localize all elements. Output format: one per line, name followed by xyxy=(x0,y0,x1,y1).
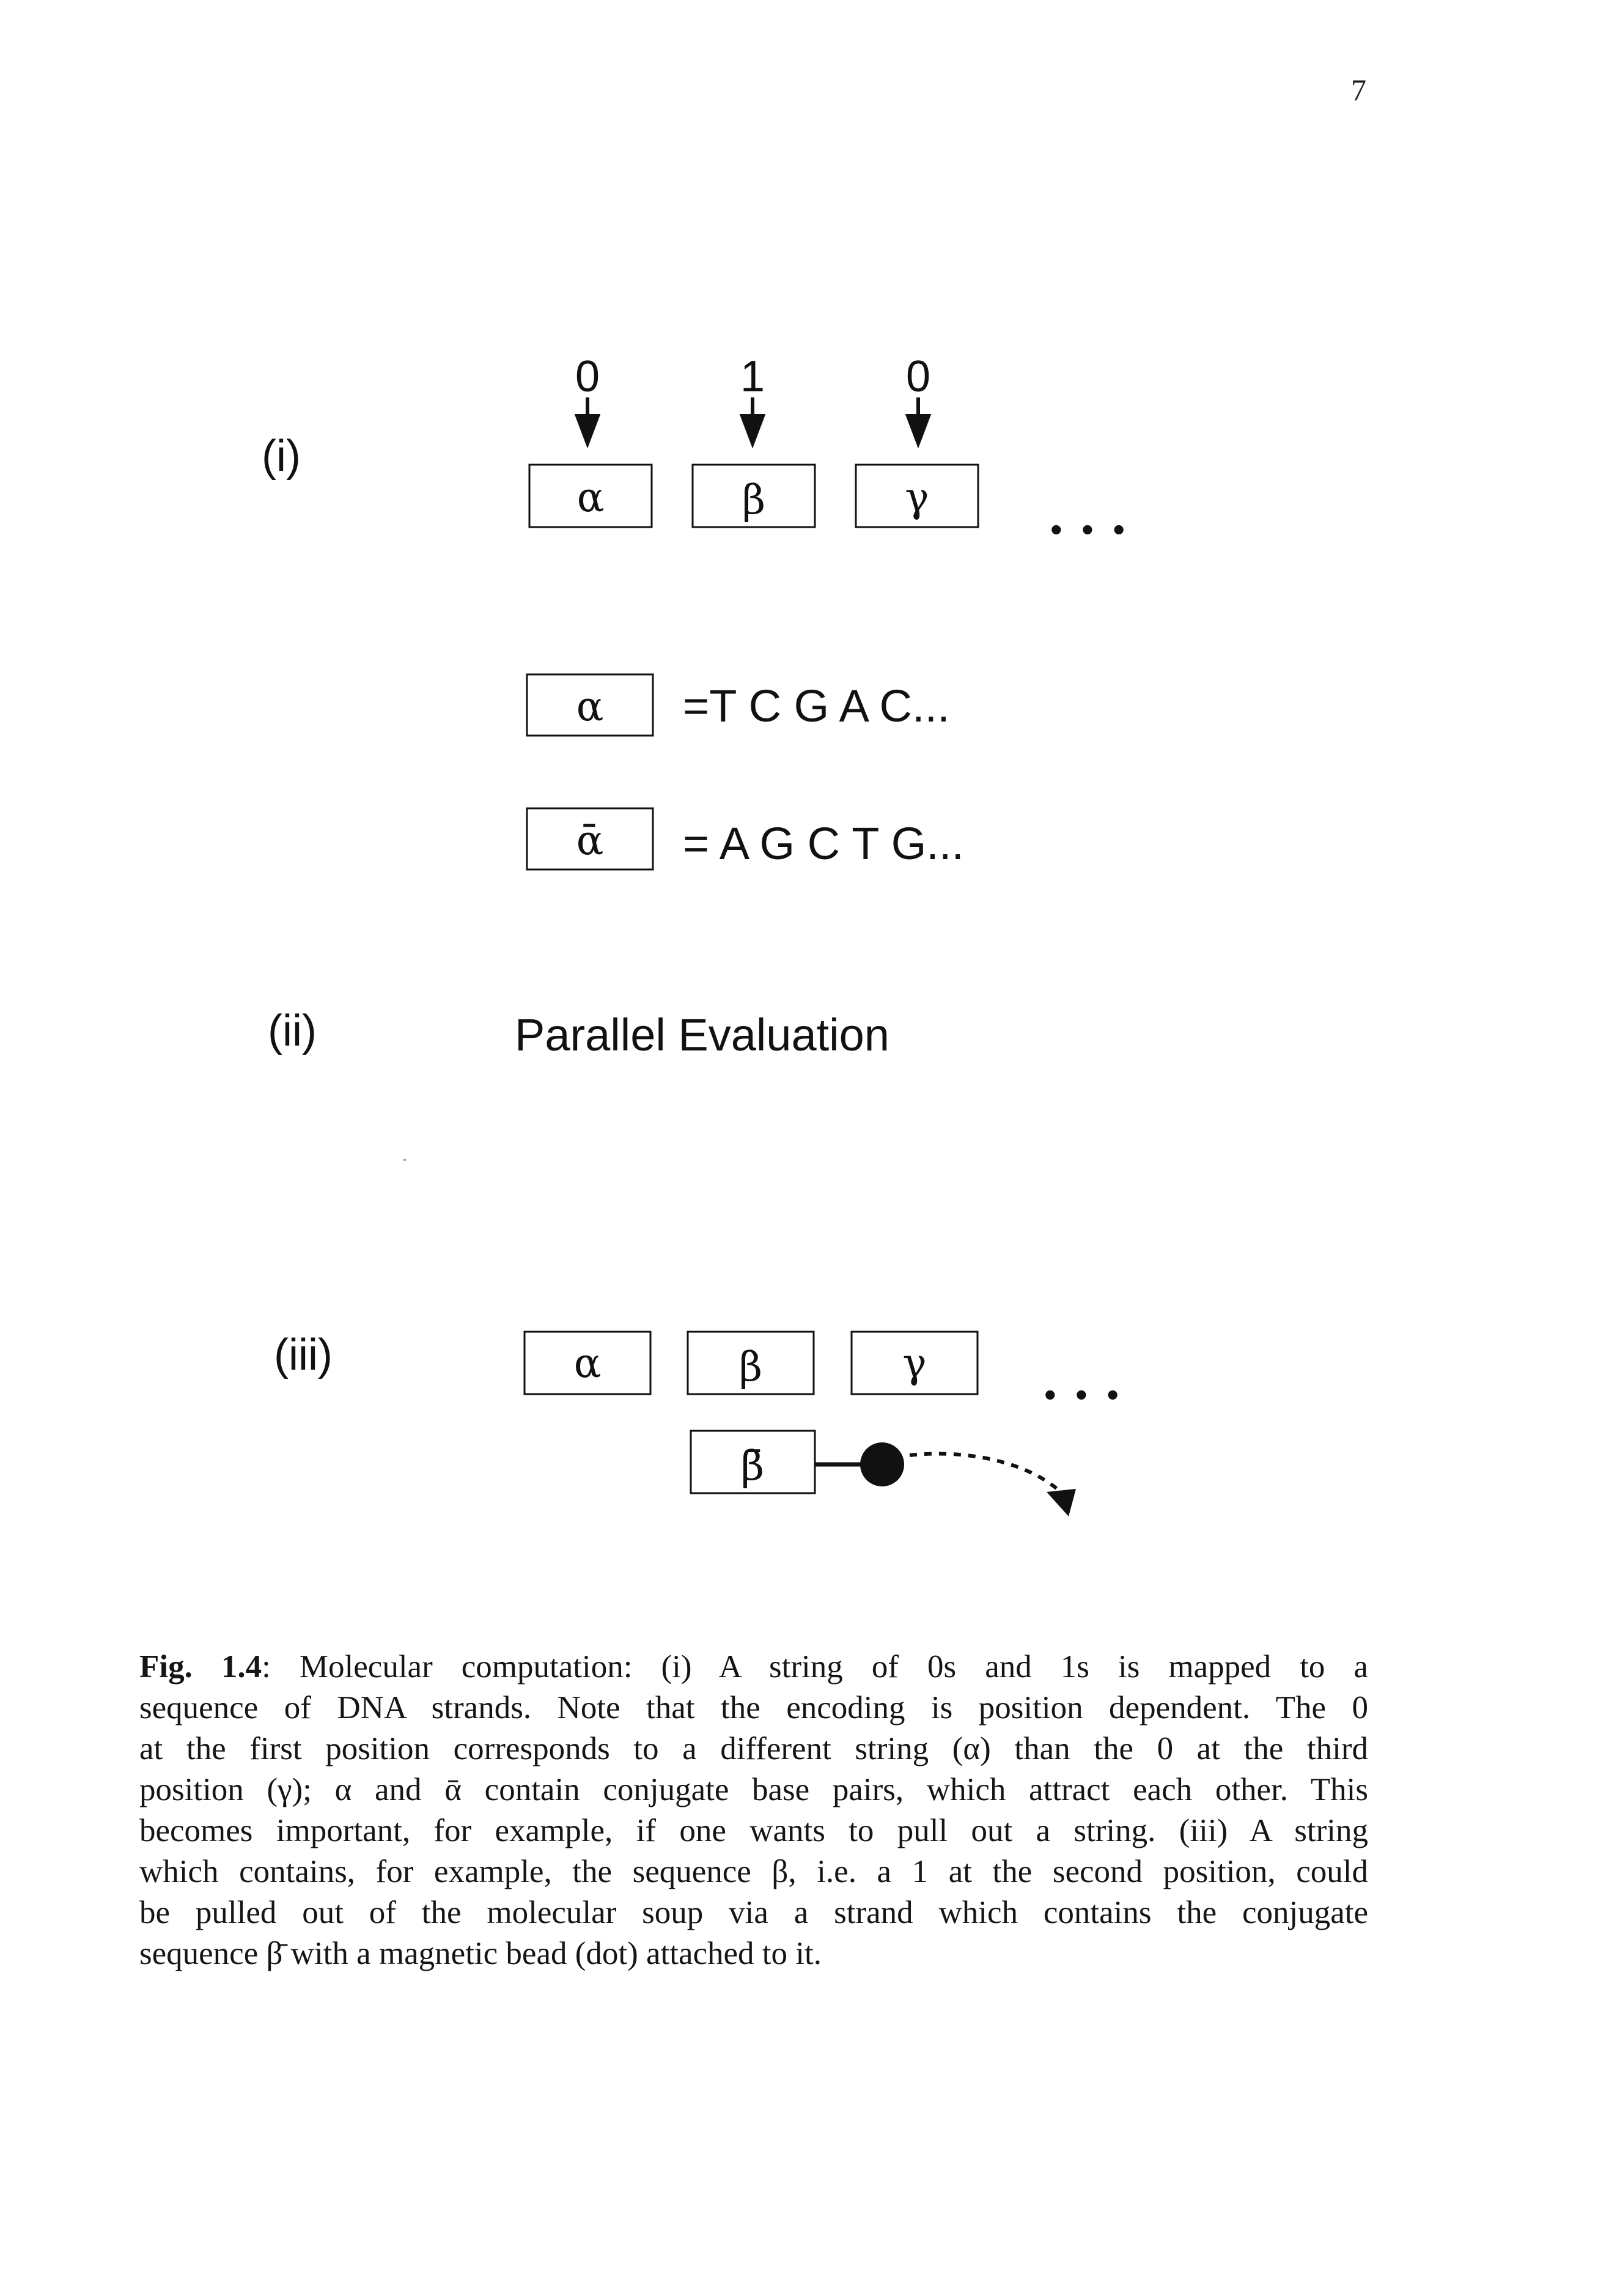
pull-out-path xyxy=(910,1454,1061,1493)
magnetic-bead-icon xyxy=(860,1442,904,1486)
strand-symbol: β xyxy=(742,476,766,523)
strand-symbol: α xyxy=(576,474,605,521)
caption-line: at the first position corresponds to a different string (α) than the 0 at the third xyxy=(139,1731,1368,1766)
strand-symbol: γ xyxy=(905,474,929,521)
panel-label-iii: (iii) xyxy=(274,1331,333,1379)
caption-line: becomes important, for example, if one wants to pull out a string. (iii) A string xyxy=(139,1813,1368,1848)
arrow-down-icon xyxy=(577,416,598,443)
panel-label-i: (i) xyxy=(262,432,301,481)
strand-symbol: α xyxy=(573,1340,602,1387)
parallel-evaluation-title: Parallel Evaluation xyxy=(515,1010,889,1060)
panel-i-arrows xyxy=(577,397,929,443)
strand-symbol: β xyxy=(738,1343,763,1390)
scan-speck xyxy=(403,1159,406,1161)
alpha-symbol: α xyxy=(576,683,604,730)
caption-line: be pulled out of the molecular soup via a strand which contains the conjugate xyxy=(139,1895,1368,1930)
bit-label: 1 xyxy=(740,352,765,401)
figure-label: Fig. 1.4 xyxy=(139,1649,262,1685)
caption-line: sequence of DNA strands. Note that the encoding is position dependent. The 0 xyxy=(139,1690,1368,1726)
ellipsis-dots: • • • xyxy=(1044,1375,1124,1414)
caption-line xyxy=(139,1647,1368,1688)
panel-label-ii: (ii) xyxy=(268,1006,317,1055)
bit-label: 0 xyxy=(905,352,931,401)
caption-line: which contains, for example, the sequence β, i.e. a 1 at the second position, could xyxy=(139,1854,1368,1889)
bit-label: 0 xyxy=(575,352,600,401)
alpha-bar-symbol: ᾱ xyxy=(576,817,604,864)
caption-text: : Molecular computation: (i) A string of 0s and 1s is mapped to a xyxy=(262,1649,1368,1685)
arrow-down-icon xyxy=(908,416,929,443)
figure-caption xyxy=(139,1647,1368,1974)
arrow-down-icon xyxy=(742,416,763,443)
arrow-down-right-icon xyxy=(1047,1489,1076,1516)
caption-line: sequence β̄ with a magnetic bead (dot) attached to it. xyxy=(139,1936,822,1971)
ellipsis-dots: • • • xyxy=(1050,510,1130,548)
alpha-bar-sequence: = A G C T G... xyxy=(683,818,964,869)
caption-line: position (γ); α and ᾱ contain conjugate base pairs, which attract each other. This xyxy=(139,1772,1368,1807)
panel-i-bits xyxy=(575,352,930,401)
alpha-sequence: =T C G A C... xyxy=(683,681,950,731)
conjugate-beta-symbol: β̄ xyxy=(740,1442,765,1489)
strand-symbol: γ xyxy=(902,1340,927,1387)
page-number: 7 xyxy=(1351,73,1366,107)
